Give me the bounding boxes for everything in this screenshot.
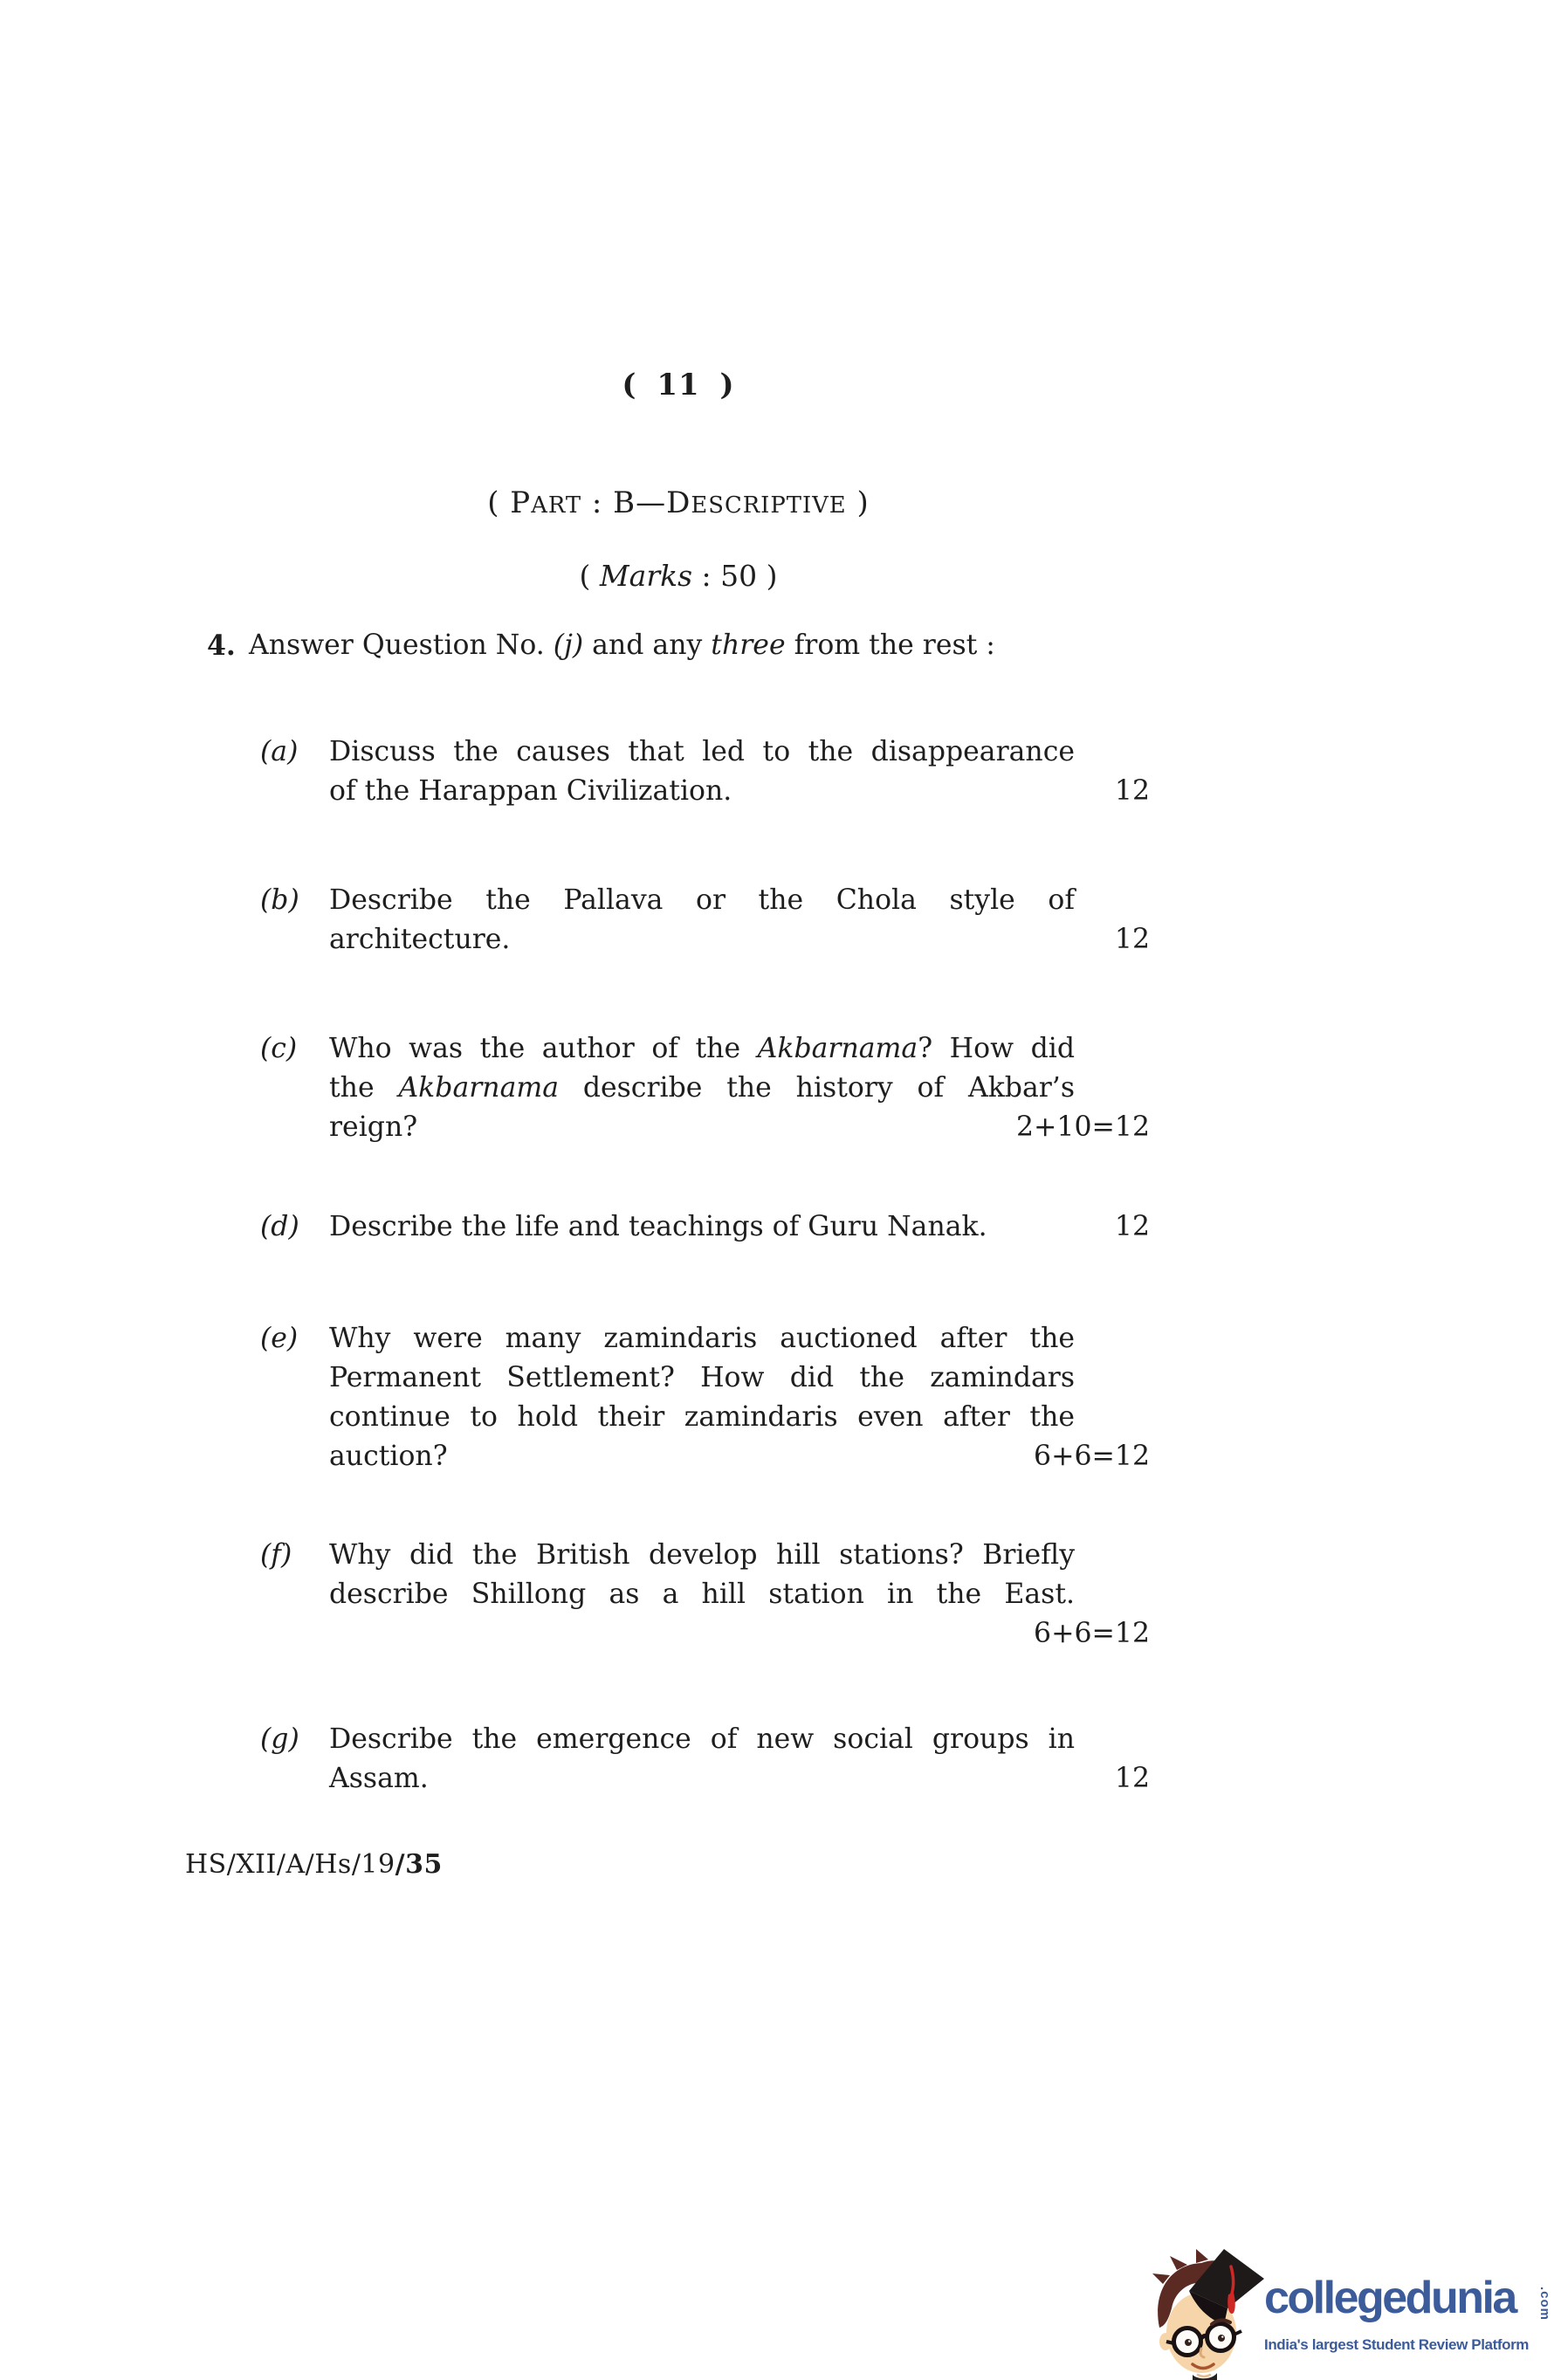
text-segment: Describe the life and teachings of Guru Nanak.	[329, 1211, 987, 1242]
text-segment: Akbarnama	[398, 1072, 559, 1104]
text-segment: Describe the Pallava or the Chola style of	[329, 884, 1075, 916]
brand-text: collegedunia	[1264, 2273, 1516, 2323]
marks-value: 2+10=12	[1016, 1111, 1150, 1143]
marks-heading	[207, 556, 1150, 595]
text-segment: ? How did	[918, 1033, 1075, 1064]
text-segment: Describe the emergence of new social groups in	[329, 1723, 1075, 1755]
item-label: (d)	[260, 1211, 299, 1242]
text-segment: and any	[583, 629, 712, 661]
question-line	[329, 1575, 1075, 1614]
marks-value: 12	[1114, 1763, 1150, 1794]
text-segment: three	[711, 629, 786, 661]
text-segment: : B—D	[581, 485, 691, 520]
item-label: (a)	[260, 736, 299, 767]
text-segment: Assam.	[329, 1763, 429, 1794]
question-4	[207, 626, 1150, 665]
page-number: ( 11 )	[622, 368, 735, 402]
question-line	[329, 920, 1150, 960]
question-line	[329, 772, 1150, 811]
part-heading	[207, 484, 1150, 526]
question-intro	[249, 626, 995, 665]
question-line	[329, 1207, 1150, 1247]
marks-value: 6+6=12	[1034, 1441, 1150, 1472]
marks-value: 12	[1114, 775, 1150, 807]
question-line	[329, 1759, 1150, 1799]
text-segment: )	[846, 485, 870, 520]
marks-value: 6+6=12	[1034, 1618, 1150, 1649]
item-label: (g)	[260, 1723, 299, 1755]
marks-value: 12	[1114, 924, 1150, 955]
question-item-c	[260, 1029, 1150, 1147]
question-line	[329, 1069, 1075, 1108]
question-item-d	[260, 1207, 1150, 1247]
item-text	[329, 1029, 1150, 1147]
item-text	[329, 733, 1150, 811]
text-segment: auction?	[329, 1441, 448, 1472]
question-line	[329, 1536, 1075, 1575]
text-segment: Marks	[599, 559, 693, 593]
question-line	[329, 733, 1075, 772]
question-number: 4.	[207, 629, 236, 662]
brand-tld: .com	[1537, 2287, 1552, 2322]
item-label: (b)	[260, 884, 299, 916]
item-label: (e)	[260, 1323, 299, 1354]
text-segment: continue to hold their zamindaris even after the	[329, 1401, 1075, 1433]
text-segment: : 50 )	[692, 559, 778, 593]
graduate-boy-mascot-icon	[1151, 2244, 1264, 2380]
question-line	[329, 1398, 1075, 1437]
question-line	[329, 1029, 1075, 1069]
text-segment: reign?	[329, 1111, 418, 1143]
marks-value: 12	[1114, 1211, 1150, 1242]
question-line	[329, 1108, 1150, 1147]
item-label: (c)	[260, 1033, 298, 1064]
text-segment: /35	[395, 1849, 443, 1880]
question-line	[329, 1319, 1075, 1359]
text-segment: Why did the British develop hill stations? Briefly	[329, 1539, 1075, 1571]
text-segment: Answer Question No.	[249, 629, 554, 661]
question-line	[329, 1359, 1075, 1398]
text-segment: ESCRIPTIVE	[691, 492, 847, 519]
question-line	[329, 1720, 1075, 1759]
text-segment: of the Harappan Civilization.	[329, 775, 732, 807]
question-line	[329, 1437, 1150, 1476]
text-segment: (	[579, 559, 600, 593]
text-segment: (j)	[553, 629, 584, 661]
question-item-e	[260, 1319, 1150, 1476]
question-item-b	[260, 881, 1150, 960]
text-segment: ( P	[487, 485, 532, 520]
question-item-g	[260, 1720, 1150, 1799]
brand-tagline: India's largest Student Review Platform	[1264, 2336, 1530, 2353]
text-segment: describe Shillong as a hill station in the East.	[329, 1579, 1075, 1610]
text-segment: ART	[531, 492, 582, 519]
text-segment: the	[329, 1072, 399, 1104]
item-text	[329, 1536, 1150, 1654]
text-segment: Discuss the causes that led to the disappearance	[329, 736, 1075, 767]
item-text	[329, 881, 1150, 960]
text-segment: architecture.	[329, 924, 511, 955]
question-line	[329, 1614, 1150, 1654]
text-segment: from the rest :	[785, 629, 995, 661]
item-label: (f)	[260, 1539, 292, 1571]
item-text	[329, 1720, 1150, 1799]
text-segment: HS/XII/A/Hs/19	[185, 1849, 395, 1880]
item-text	[329, 1319, 1150, 1476]
collegedunia-logo	[1131, 2232, 1561, 2380]
text-segment: Permanent Settlement? How did the zamindars	[329, 1362, 1075, 1393]
text-segment: Why were many zamindaris auctioned after the	[329, 1323, 1075, 1354]
text-segment: Akbarnama	[757, 1033, 918, 1064]
text-segment: describe the history of Akbar’s	[559, 1072, 1075, 1104]
footer-exam-code	[185, 1847, 443, 1882]
question-item-a	[260, 733, 1150, 811]
text-segment: Who was the author of the	[329, 1033, 758, 1064]
item-text	[329, 1207, 1150, 1247]
question-line	[329, 881, 1075, 920]
question-item-f	[260, 1536, 1150, 1654]
